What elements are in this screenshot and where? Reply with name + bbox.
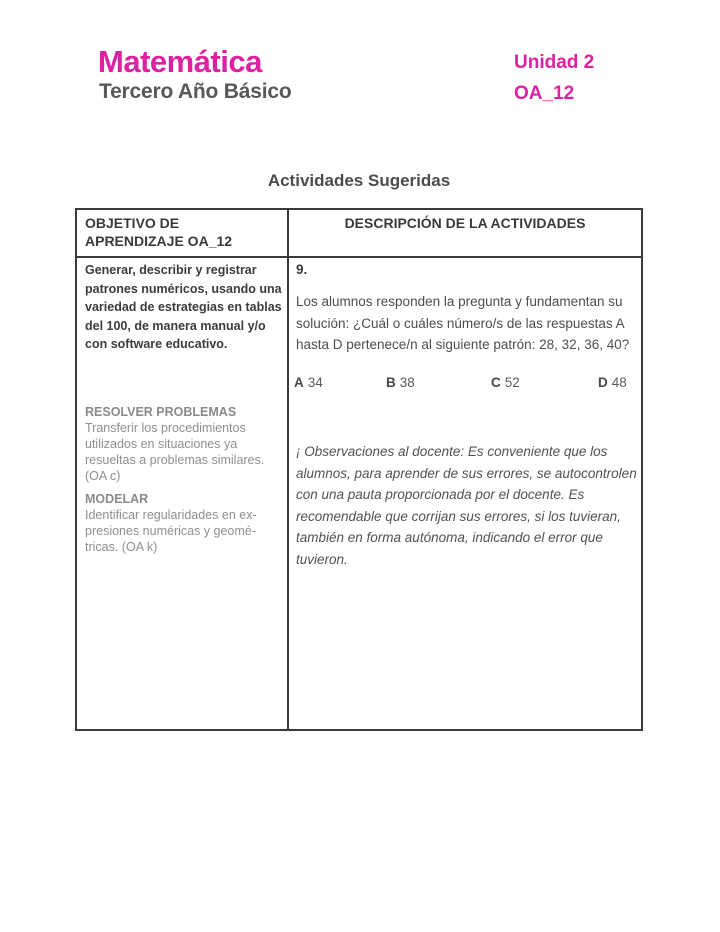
skill-line: Identificar regularidades en ex- bbox=[85, 508, 257, 522]
option-letter: C bbox=[491, 375, 501, 390]
option-value: 34 bbox=[307, 375, 323, 390]
option-letter: B bbox=[386, 375, 396, 390]
objective-header-line1: OBJETIVO DE bbox=[85, 215, 180, 231]
objective-header-cell bbox=[77, 210, 287, 256]
option-a bbox=[294, 375, 323, 390]
objective-header-line2: APRENDIZAJE OA_12 bbox=[85, 233, 233, 249]
activity-prompt: Los alumnos responden la pregunta y fundamentan su solución: ¿Cuál o cuáles número/s de las respuestas A hasta D pertenece/n al siguiente patrón: 28, 32, 36, 40? bbox=[296, 294, 630, 352]
skill-heading-resolver-problemas: RESOLVER PROBLEMAS bbox=[85, 405, 237, 419]
skill-line: resueltas a problemas similares. bbox=[85, 453, 265, 467]
skill-line: utilizados en situaciones ya bbox=[85, 437, 238, 451]
skill-line: Transferir los procedimientos bbox=[85, 421, 246, 435]
objective-text: Generar, describir y registrar patrones numéricos, usando una variedad de estrategias en tablas del 100, de manera manual y/o con software educativo. bbox=[85, 263, 282, 351]
option-b bbox=[386, 375, 415, 390]
activity-number: 9. bbox=[296, 262, 308, 277]
option-value: 38 bbox=[399, 375, 415, 390]
skill-line: presiones numéricas y geomé- bbox=[85, 524, 256, 538]
unit-label: Unidad 2 bbox=[514, 52, 595, 73]
option-letter: D bbox=[598, 375, 608, 390]
option-value: 48 bbox=[611, 375, 627, 390]
option-value: 52 bbox=[504, 375, 520, 390]
option-d bbox=[598, 375, 627, 390]
skill-heading-modelar: MODELAR bbox=[85, 492, 149, 506]
skills-block bbox=[85, 404, 285, 555]
skill-line: tricas. (OA k) bbox=[85, 540, 158, 554]
activities-table bbox=[75, 208, 643, 731]
objective-cell bbox=[77, 258, 287, 729]
grade-subtitle: Tercero Año Básico bbox=[99, 80, 292, 103]
oa-code-label: OA_12 bbox=[514, 83, 575, 104]
teacher-note: ¡ Observaciones al docente: Es conveniente que los alumnos, para aprender de sus errores, se autocontrolen con una pauta proporcionada por el docente. Es recomendable que corrijan sus errores, si los tuvieran, también en forma autónoma, indicando el error que tuvieron. bbox=[296, 444, 637, 567]
skill-line: (OA c) bbox=[85, 469, 121, 483]
answer-options bbox=[289, 375, 641, 395]
option-letter: A bbox=[294, 375, 304, 390]
option-c bbox=[491, 375, 520, 390]
section-title: Actividades Sugeridas bbox=[267, 171, 451, 190]
brand-title: Matemática bbox=[98, 44, 262, 79]
description-cell bbox=[289, 258, 641, 729]
description-header-cell: DESCRIPCIÓN DE LA ACTIVIDADES bbox=[344, 215, 586, 231]
